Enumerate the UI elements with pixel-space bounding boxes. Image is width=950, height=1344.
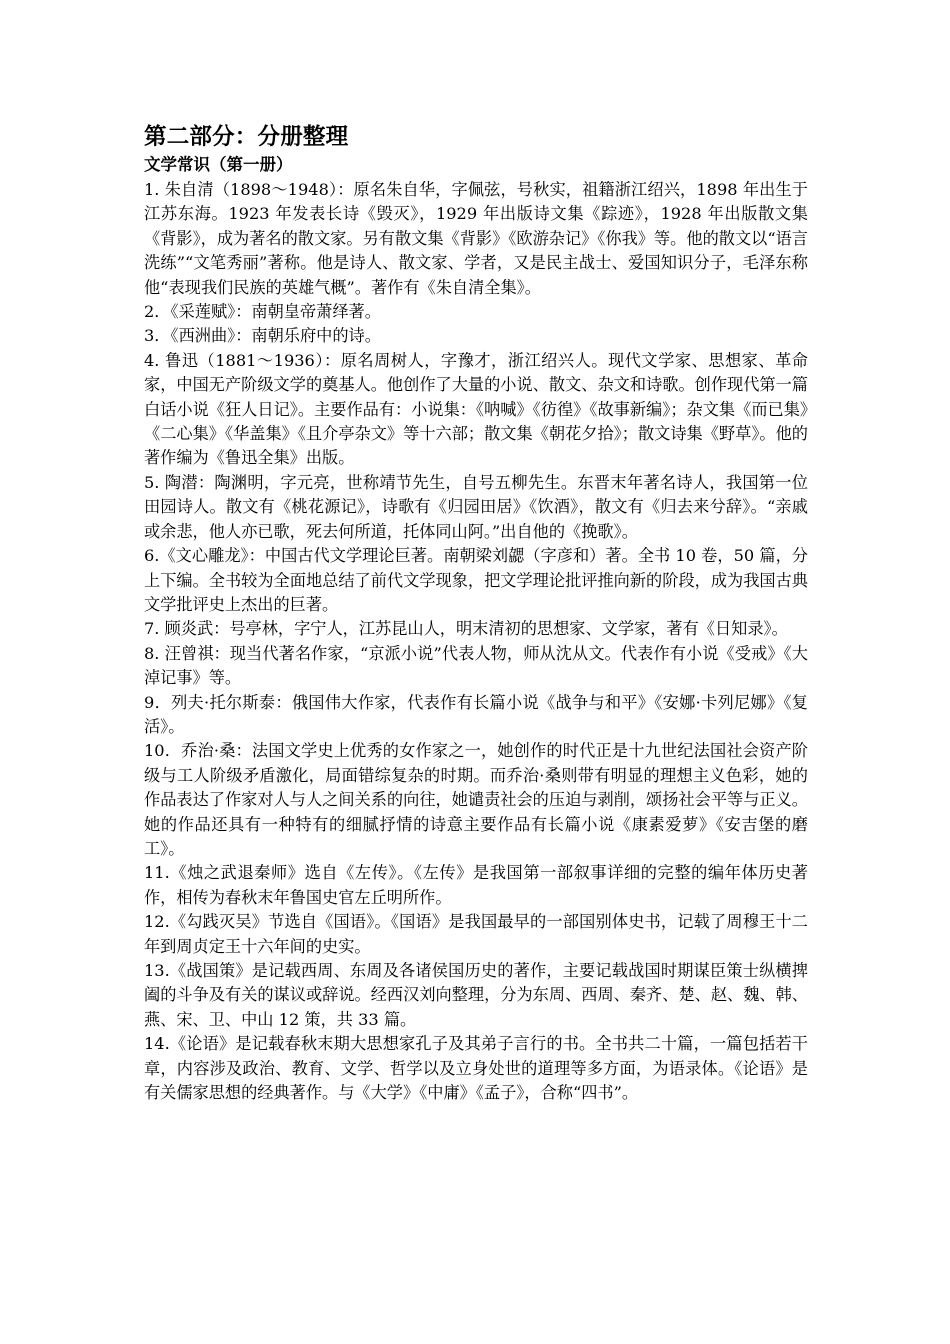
part-title: 第二部分：分册整理 — [144, 124, 349, 150]
entry-cailian-fu: 2．《采莲赋》：南朝皇帝萧绎著。 — [144, 302, 381, 322]
entry-gu-yanwu: 7. 顾炎武：号亭林，字宁人，江苏昆山人，明末清初的思想家、文学家，著有《日知录》。 — [144, 619, 788, 639]
document-body — [144, 122, 808, 1105]
entry-wenxin-diaolong: 6.《文心雕龙》：中国古代文学理论巨著。南朝梁刘勰（字彦和）著。全书 10 卷，50 篇，分上下编。全书较为全面地总结了前代文学现象，把文学理论批评推向新的阶段，成为我国古典文学批评史上杰出的巨著。 — [144, 546, 808, 614]
entry-lu-xun: 4. 鲁迅（1881～1936）：原名周树人，字豫才，浙江绍兴人。现代文学家、思想家、革命家，中国无产阶级文学的奠基人。他创作了大量的小说、散文、杂文和诗歌。创作现代第一篇白话小说《狂人日记》。主要作品有：小说集：《呐喊》《彷徨》《故事新编》；杂文集《而已集》《二心集》《华盖集》《且介亭杂文》等十六部；散文集《朝花夕拾》；散文诗集《野草》。他的著作编为《鲁迅全集》出版。 — [144, 350, 808, 468]
entry-zuozhuan: 11.《烛之武退秦师》选自《左传》。《左传》是我国第一部叙事详细的完整的编年体历史著作，相传为春秋末年鲁国史官左丘明所作。 — [144, 863, 808, 907]
entry-zhanguoce: 13.《战国策》是记载西周、东周及各诸侯国历史的著作，主要记载战国时期谋臣策士纵横捭阖的斗争及有关的谋议或辞说。经西汉刘向整理，分为东周、西周、秦齐、楚、赵、魏、韩、燕、宋、卫、中山 12 策，共 33 篇。 — [144, 961, 808, 1029]
entry-xizhou-qu: 3．《西洲曲》：南朝乐府中的诗。 — [144, 326, 381, 346]
entry-tolstoy: 9．列夫·托尔斯泰：俄国伟大作家，代表作有长篇小说《战争与和平》《安娜·卡列尼娜》《复活》。 — [144, 692, 808, 736]
entry-lunyu: 14.《论语》是记载春秋末期大思想家孔子及其弟子言行的书。全书共二十篇，一篇包括若干章，内容涉及政治、教育、文学、哲学以及立身处世的道理等多方面，为语录体。《论语》是有关儒家思想的经典著作。与《大学》《中庸》《孟子》，合称“四书”。 — [144, 1034, 808, 1103]
entry-guoyu: 12.《勾践灭吴》节选自《国语》。《国语》是我国最早的一部国别体史书，记载了周穆王十二年到周贞定王十六年间的史实。 — [144, 912, 808, 956]
entry-tao-qian: 5. 陶潜：陶渊明，字元亮，世称靖节先生，自号五柳先生。东晋末年著名诗人，我国第一位田园诗人。散文有《桃花源记》，诗歌有《归园田居》《饮酒》，散文有《归去来兮辞》。“亲戚或余悲，他人亦已歌，死去何所道，托体同山阿。”出自他的《挽歌》。 — [144, 472, 808, 541]
entry-george-sand: 10．乔治·桑：法国文学史上优秀的女作家之一，她创作的时代正是十九世纪法国社会资产阶级与工人阶级矛盾激化，局面错综复杂的时期。而乔治·桑则带有明显的理想主义色彩，她的作品表达了作家对人与人之间关系的向往，她谴责社会的压迫与剥削，颂扬社会平等与正义。她的作品还具有一种特有的细腻抒情的诗意主要作品有长篇小说《康素爱萝》《安吉堡的磨工》。 — [144, 741, 808, 858]
entry-wang-zengqi: 8. 汪曾祺：现当代著名作家，“京派小说”代表人物，师从沈从文。代表作有小说《受戒》《大淖记事》等。 — [144, 643, 808, 688]
entry-zhu-ziqing: 1. 朱自清（1898～1948）：原名朱自华，字佩弦，号秋实，祖籍浙江绍兴，1898 年出生于江苏东海。1923 年发表长诗《毁灭》，1929 年出版诗文集《踪迹》，1928 年出版散文集《背影》，成为著名的散文家。另有散文集《背影》《欧游杂记》《你我》等。他的散文以“语言洗练”“文笔秀丽”著称。他是诗人、散文家、学者，又是民主战士、爱国知识分子，毛泽东称他“表现我们民族的英雄气概”。著作有《朱自清全集》。 — [144, 180, 808, 297]
section-title: 文学常识（第一册） — [144, 155, 293, 174]
